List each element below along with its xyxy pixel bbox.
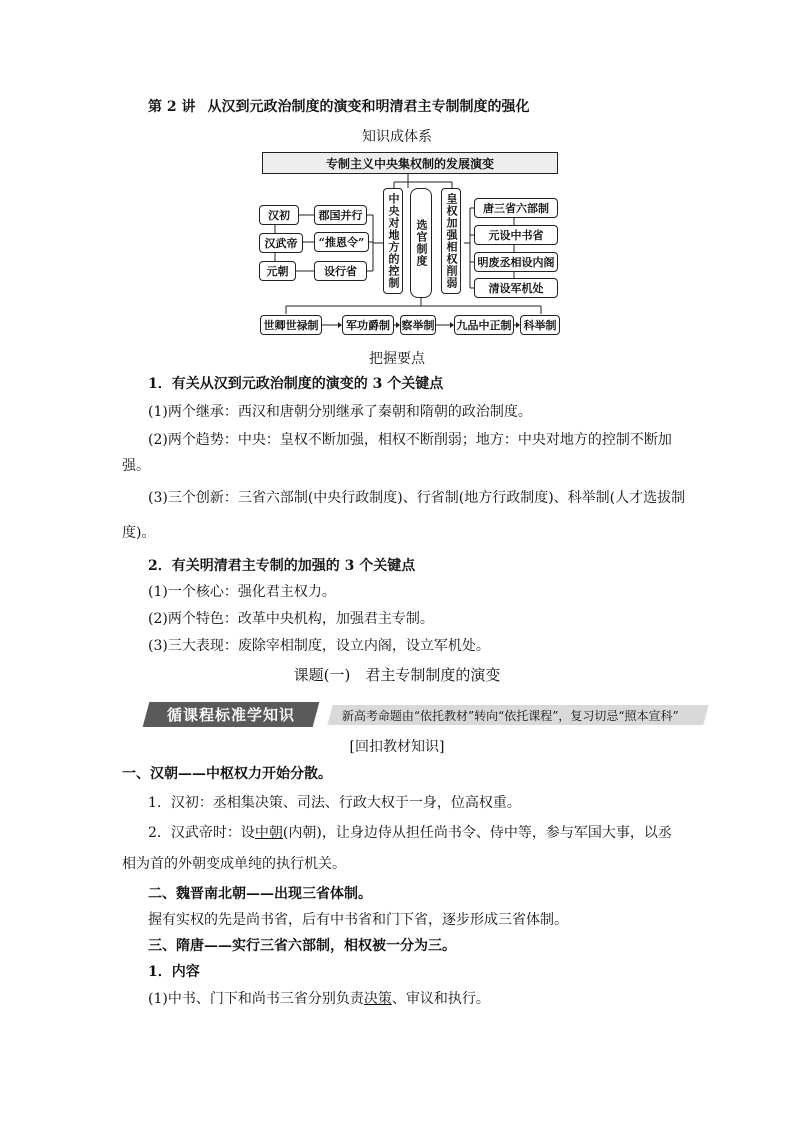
right-ming-neige: 明废丞相设内阁 <box>474 252 558 272</box>
body-h3: 三、隋唐——实行三省六部制，相权被一分为三。 <box>148 938 456 954</box>
vlabel-local-control: 中央对地方的控制 <box>383 188 403 294</box>
body-h2: 二、魏晋南北朝——出现三省体制。 <box>148 886 372 902</box>
body-h1: 一、汉朝——中枢权力开始分散。 <box>122 766 332 782</box>
body-i2b: 相为首的外朝变成单纯的执行机关。 <box>122 856 346 872</box>
review-title: [回扣教材知识] <box>349 739 445 755</box>
system-junguo: 郡国并行 <box>314 205 367 225</box>
right-tang-three-departments: 唐三省六部制 <box>474 198 558 218</box>
topic-title: 课题(一) 君主专制制度的演变 <box>293 666 501 684</box>
sec1-p2a: (2)两个趋势：中央：皇权不断加强，相权不断削弱；地方：中央对地方的控制不断加 <box>148 432 672 448</box>
sec2-title: 2．有关明清君主专制的加强的 3 个关键点 <box>148 558 416 574</box>
lesson-header <box>148 96 530 116</box>
vlabel-imperial-power: 皇权加强相权削弱 <box>441 188 461 294</box>
period-yuan: 元朝 <box>259 261 296 281</box>
sec2-p2: (2)两个特色：改革中央机构，加强君主专制。 <box>148 611 434 627</box>
keypoints-heading: 把握要点 <box>369 351 425 367</box>
diagram-top-box: 专制主义中央集权制的发展演变 <box>262 152 558 174</box>
right-yuan-zhongshu: 元设中书省 <box>474 225 558 245</box>
sec2-p1: (1)一个核心：强化君主权力。 <box>148 584 336 600</box>
vlabel-official-selection: 选官制度 <box>410 188 432 298</box>
period-han-wudi: 汉武帝 <box>259 233 303 253</box>
period-han-early: 汉初 <box>259 205 299 225</box>
bottom-jungong: 军功爵制 <box>342 315 394 335</box>
system-xingsheng: 设行省 <box>314 261 367 281</box>
sec1-p3a: (3)三个创新：三省六部制(中央行政制度)、行省制(地方行政制度)、科举制(人才选拔制 <box>148 490 686 506</box>
system-heading: 知识成体系 <box>362 129 432 145</box>
body-i1: 1．汉初：丞相集决策、司法、行政大权于一身，位高权重。 <box>148 795 521 811</box>
bottom-jiupin: 九品中正制 <box>454 315 514 335</box>
bottom-keju: 科举制 <box>520 315 560 335</box>
bottom-chaju: 察举制 <box>400 315 436 335</box>
system-tuienling: “推恩令” <box>314 232 369 252</box>
body-i2a: 2．汉武帝时：设中朝(内朝)，让身边侍从担任尚书令、侍中等，参与军国大事，以丞 <box>148 825 672 841</box>
bottom-shiqing: 世卿世禄制 <box>260 315 322 335</box>
sec1-p1: (1)两个继承：西汉和唐朝分别继承了秦朝和隋朝的政治制度。 <box>148 404 532 420</box>
right-qing-junjichu: 清设军机处 <box>474 278 558 298</box>
sec2-p3: (3)三大表现：废除宰相制度，设立内阁，设立军机处。 <box>148 638 490 654</box>
lesson-number: 第 2 讲 <box>148 99 196 115</box>
banner-left: 循课程标准学知识 <box>143 702 320 727</box>
sec1-title: 1．有关从汉到元政治制度的演变的 3 个关键点 <box>148 376 444 392</box>
body-p2: 握有实权的先是尚书省，后有中书省和门下省，逐步形成三省体制。 <box>148 912 568 928</box>
development-diagram <box>256 148 561 338</box>
body-h3-1: 1．内容 <box>148 964 200 980</box>
sec1-p3b: 度)。 <box>122 525 156 541</box>
body-c1: (1)中书、门下和尚书三省分别负责决策、审议和执行。 <box>148 991 490 1007</box>
sec1-p2b: 强。 <box>122 458 150 474</box>
banner-right: 新高考命题由“依托教材”转向“依托课程”，复习切忌“照本宣科” <box>327 705 708 725</box>
lesson-title: 从汉到元政治制度的演变和明清君主专制制度的强化 <box>207 99 530 115</box>
